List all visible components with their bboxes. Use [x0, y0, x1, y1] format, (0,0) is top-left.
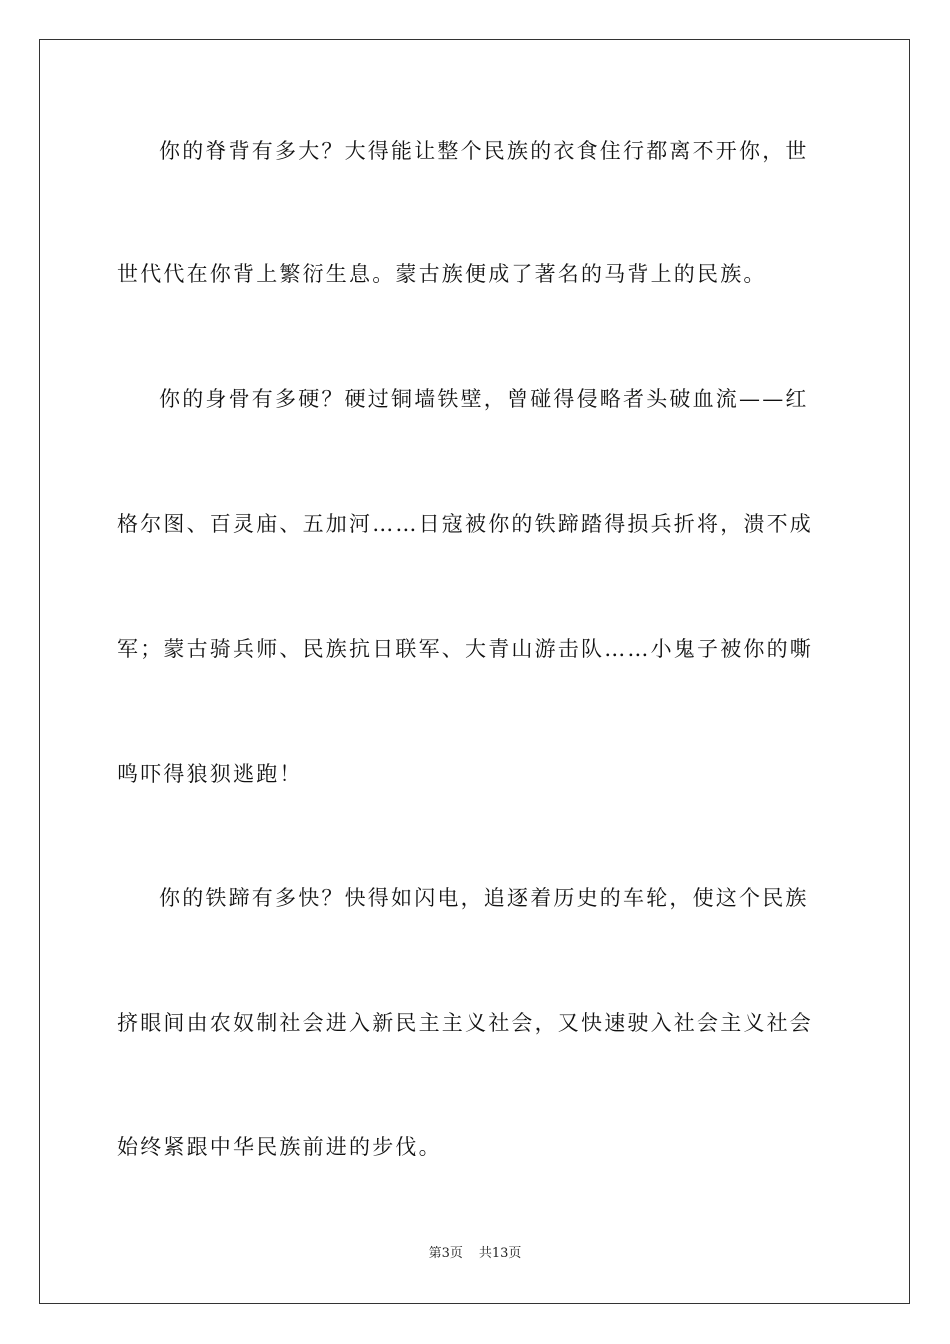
paragraph-2-line-2: 格尔图、百灵庙、五加河……日寇被你的铁蹄踏得损兵折将，溃不成: [117, 512, 813, 536]
paragraph-2-line-4: 鸣吓得狼狈逃跑！: [117, 762, 303, 786]
total-pages: 共13页: [478, 1246, 522, 1261]
paragraph-3-line-2: 挤眼间由农奴制社会进入新民主主义社会，又快速驶入社会主义社会: [117, 1011, 813, 1035]
paragraph-1-line-2: 世代代在你背上繁衍生息。蒙古族便成了著名的马背上的民族。: [117, 262, 767, 286]
page-number: 第3页: [428, 1246, 463, 1261]
paragraph-1-line-1: 你的脊背有多大？大得能让整个民族的衣食住行都离不开你，世: [159, 139, 809, 163]
paragraph-2-line-1: 你的身骨有多硬？硬过铜墙铁壁，曾碰得侵略者头破血流——红: [159, 387, 809, 411]
paragraph-3-line-3: 始终紧跟中华民族前进的步伐。: [117, 1135, 442, 1159]
page-footer: [0, 1245, 950, 1263]
paragraph-3-line-1: 你的铁蹄有多快？快得如闪电，追逐着历史的车轮，使这个民族: [159, 886, 809, 910]
paragraph-2-line-3: 军；蒙古骑兵师、民族抗日联军、大青山游击队……小鬼子被你的嘶: [117, 637, 813, 661]
page-border: [39, 39, 910, 1304]
